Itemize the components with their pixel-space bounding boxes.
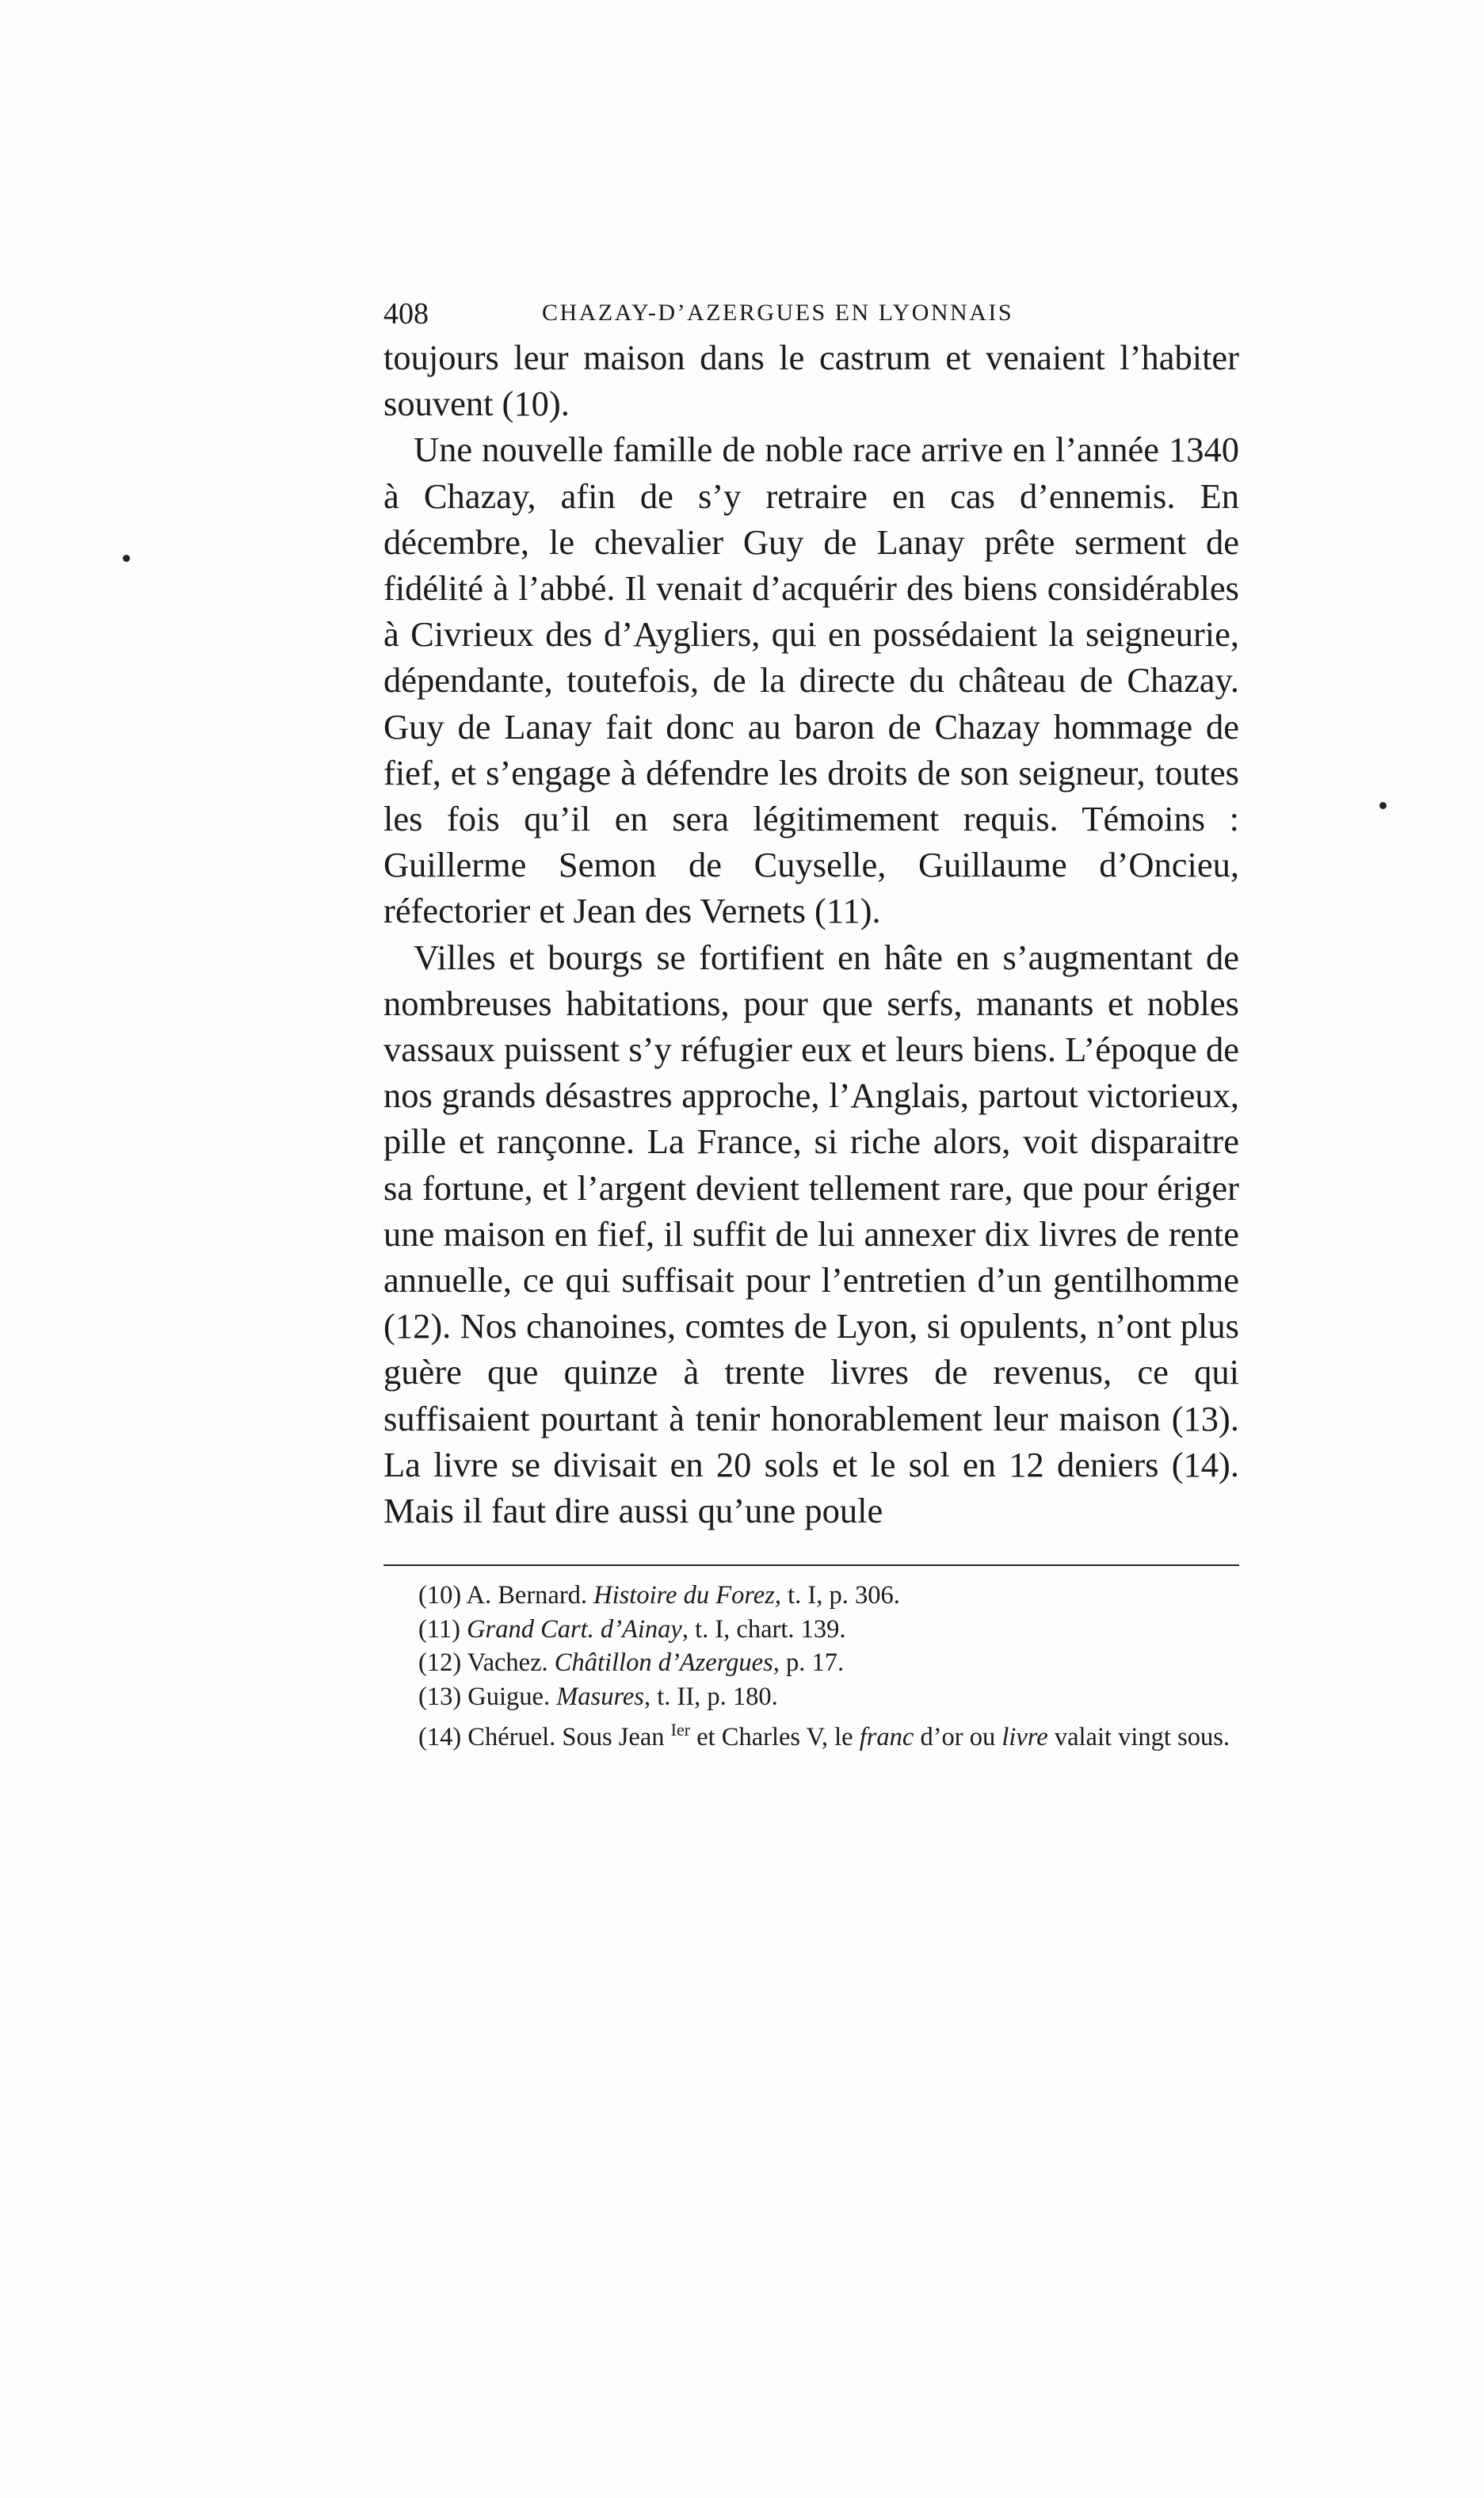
footnote-12 — [383, 1646, 1239, 1680]
footnote-title: Châtillon d’Azergues — [554, 1648, 773, 1677]
footnote-author: Guigue. — [467, 1682, 551, 1711]
main-text — [383, 334, 1239, 1534]
paragraph-guy-de-lanay: Une nouvelle famille de noble race arrive en l’année 1340 à Chazay, afin de s’y retraire en cas d’ennemis. En décembre, le chevalier Guy de Lanay prête serment de fidélité à l’abbé. Il venait d’acquérir des biens considérables à Civrieux des d’Aygliers, qui en possédaient la seigneurie, dépendante, toutefois, de la directe du château de Chazay. Guy de Lanay fait donc au baron de Chazay hommage de fief, et s’engage à défendre les droits de son seigneur, toutes les fois qu’il en sera légitimement requis. Témoins : Guillerme Semon de Cuyselle, Guillaume d’Oncieu, réfectorier et Jean des Vernets (11). — [383, 430, 1239, 931]
footnotes — [383, 1579, 1239, 1754]
footnote-reference: , p. 17. — [773, 1648, 845, 1677]
footnote-number: (14) — [418, 1722, 462, 1751]
footnote-rule — [383, 1564, 1239, 1566]
footnote-text: et Charles V, le — [696, 1722, 853, 1751]
footnote-number: (12) — [418, 1648, 462, 1677]
footnote-text: valait vingt sous. — [1054, 1722, 1230, 1751]
running-head — [383, 285, 1239, 333]
footnote-number: (11) — [418, 1614, 460, 1644]
footnote-text: Chéruel. Sous Jean — [467, 1722, 665, 1751]
footnote-reference: , t. II, p. 180. — [643, 1682, 778, 1711]
footnote-number: (10) — [418, 1581, 462, 1610]
footnote-author: A. Bernard. — [466, 1581, 588, 1610]
footnote-title: Masures — [556, 1682, 644, 1711]
margin-speck-left — [123, 555, 130, 562]
margin-speck-right — [1379, 802, 1387, 809]
paragraph-continuation: toujours leur maison dans le castrum et venaient l’habiter souvent (10). — [383, 338, 1239, 424]
book-page — [383, 285, 1239, 1751]
page-number: 408 — [383, 297, 429, 330]
footnote-number: (13) — [418, 1682, 462, 1711]
footnote-13 — [383, 1680, 1239, 1714]
footnote-title: Grand Cart. d’Ainay — [467, 1614, 682, 1644]
footnote-14 — [383, 1713, 1239, 1754]
footnote-reference: , t. I, p. 306. — [774, 1581, 900, 1610]
footnote-superscript: Ier — [670, 1720, 691, 1740]
footnote-reference: , t. I, chart. 139. — [681, 1614, 846, 1644]
footnote-italic-term: livre — [1001, 1722, 1048, 1751]
footnote-10 — [383, 1579, 1239, 1613]
footnote-text: d’or ou — [920, 1722, 996, 1751]
footnote-11 — [383, 1613, 1239, 1647]
footnote-author: Vachez. — [467, 1648, 548, 1677]
footnote-italic-term: franc — [859, 1722, 914, 1751]
running-title: CHAZAY-D’AZERGUES EN LYONNAIS — [542, 300, 1014, 326]
footnote-title: Histoire du Forez — [593, 1581, 775, 1610]
paragraph-villes-et-bourgs: Villes et bourgs se fortifient en hâte en s’augmentant de nombreuses habitations, pour que serfs, manants et nobles vassaux puissent s’y réfugier eux et leurs biens. L’époque de nos grands désastres approche, l’Anglais, partout victorieux, pille et rançonne. La France, si riche alors, voit disparaitre sa fortune, et l’argent devient tellement rare, que pour ériger une maison en fief, il suffit de lui annexer dix livres de rente annuelle, ce qui suffisait pour l’entretien d’un gentilhomme (12). Nos chanoines, comtes de Lyon, si opulents, n’ont plus guère que quinze à trente livres de revenus, ce qui suffisaient pourtant à tenir honorablement leur maison (13). La livre se divisait en 20 sols et le sol en 12 deniers (14). Mais il faut dire aussi qu’une poule — [383, 937, 1239, 1531]
